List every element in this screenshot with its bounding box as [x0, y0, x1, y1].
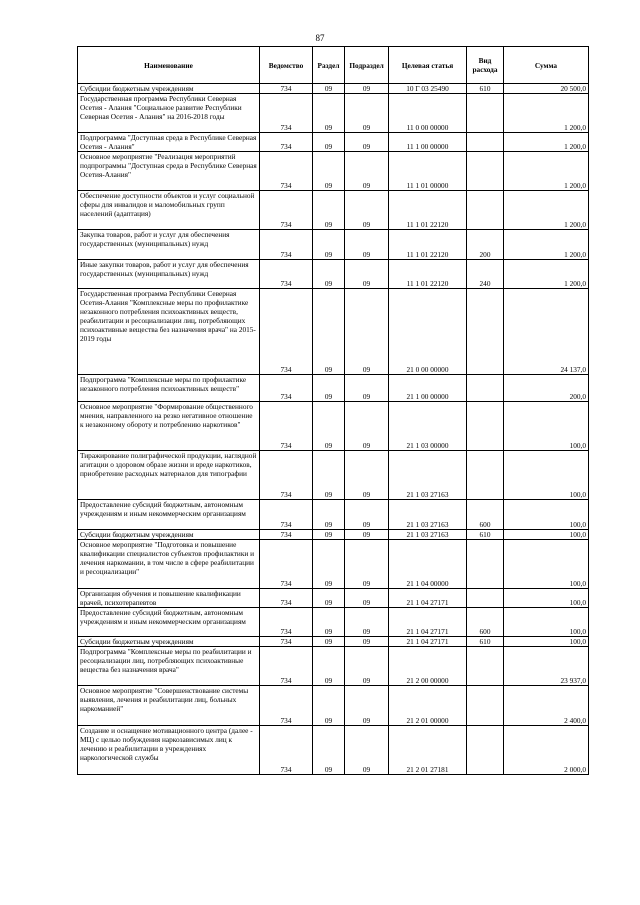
row-sum: 23 937,0 — [504, 647, 589, 686]
table-row — [78, 500, 589, 530]
row-exptype: 200 — [467, 230, 504, 260]
row-name: Государственная программа Республики Северная Осетия-Алания "Комплексные меры по профилактике незаконного потребления психоактивных веществ, реабилитации и ресоциализации лиц, потребляющих психоактивные вещества без назначения врача" на 2015-2019 годы — [78, 289, 260, 375]
row-dept: 734 — [260, 726, 313, 775]
row-sum: 1 200,0 — [504, 191, 589, 230]
row-sum: 100,0 — [504, 451, 589, 500]
header-sum: Сумма — [504, 47, 589, 84]
row-target: 11 1 01 22120 — [389, 260, 467, 289]
row-target: 21 1 03 27163 — [389, 500, 467, 530]
table-row — [78, 152, 589, 191]
row-target: 21 1 03 27163 — [389, 530, 467, 540]
row-section: 09 — [313, 152, 345, 191]
table-row — [78, 637, 589, 647]
row-subsection: 09 — [345, 191, 389, 230]
row-name: Тиражирование полиграфической продукции, наглядной агитации о здоровом образе жизни и вреде наркотиков, приобретение расходных материалов для типографии — [78, 451, 260, 500]
row-name: Предоставление субсидий бюджетным, автономным учреждениям и иным некоммерческим организациям — [78, 500, 260, 530]
row-dept: 734 — [260, 230, 313, 260]
row-sum: 100,0 — [504, 530, 589, 540]
row-name: Подпрограмма "Доступная среда в Республике Северная Осетия - Алания" — [78, 133, 260, 152]
row-name: Предоставление субсидий бюджетным, автономным учреждениям и иным некоммерческим организациям — [78, 608, 260, 637]
row-dept: 734 — [260, 540, 313, 589]
row-name: Закупка товаров, работ и услуг для обеспечения государственных (муниципальных) нужд — [78, 230, 260, 260]
row-name: Организация обучения и повышение квалификации врачей, психотерапевтов — [78, 589, 260, 608]
row-sum: 100,0 — [504, 500, 589, 530]
row-target: 21 1 04 27171 — [389, 589, 467, 608]
row-exptype — [467, 152, 504, 191]
row-dept: 734 — [260, 133, 313, 152]
table-row — [78, 726, 589, 775]
row-dept: 734 — [260, 84, 313, 94]
row-section: 09 — [313, 686, 345, 726]
row-subsection: 09 — [345, 500, 389, 530]
row-exptype: 240 — [467, 260, 504, 289]
row-target: 21 2 00 00000 — [389, 647, 467, 686]
row-target: 21 2 01 00000 — [389, 686, 467, 726]
row-dept: 734 — [260, 375, 313, 402]
row-section: 09 — [313, 540, 345, 589]
row-subsection: 09 — [345, 230, 389, 260]
row-sum: 1 200,0 — [504, 94, 589, 133]
row-exptype — [467, 451, 504, 500]
row-section: 09 — [313, 230, 345, 260]
row-section: 09 — [313, 608, 345, 637]
row-section: 09 — [313, 647, 345, 686]
row-subsection: 09 — [345, 686, 389, 726]
page-number: 87 — [315, 33, 325, 43]
row-name: Субсидии бюджетным учреждениям — [78, 530, 260, 540]
row-target: 21 0 00 00000 — [389, 289, 467, 375]
row-exptype: 610 — [467, 530, 504, 540]
table-row — [78, 451, 589, 500]
row-exptype: 600 — [467, 500, 504, 530]
header-section: Раздел — [313, 47, 345, 84]
row-section: 09 — [313, 375, 345, 402]
row-sum: 1 200,0 — [504, 152, 589, 191]
row-exptype — [467, 289, 504, 375]
row-sum: 100,0 — [504, 402, 589, 451]
row-subsection: 09 — [345, 451, 389, 500]
row-name: Субсидии бюджетным учреждениям — [78, 637, 260, 647]
row-dept: 734 — [260, 500, 313, 530]
table-row — [78, 686, 589, 726]
row-sum: 100,0 — [504, 589, 589, 608]
row-sum: 20 500,0 — [504, 84, 589, 94]
row-target: 21 1 03 27163 — [389, 451, 467, 500]
row-target: 21 1 00 00000 — [389, 375, 467, 402]
row-sum: 100,0 — [504, 637, 589, 647]
row-exptype — [467, 540, 504, 589]
row-exptype — [467, 686, 504, 726]
row-exptype — [467, 402, 504, 451]
row-dept: 734 — [260, 94, 313, 133]
row-dept: 734 — [260, 647, 313, 686]
row-section: 09 — [313, 451, 345, 500]
row-subsection: 09 — [345, 637, 389, 647]
table-row — [78, 589, 589, 608]
row-exptype — [467, 133, 504, 152]
row-section: 09 — [313, 589, 345, 608]
row-target: 21 1 04 27171 — [389, 637, 467, 647]
table-row — [78, 191, 589, 230]
row-dept: 734 — [260, 260, 313, 289]
row-section: 09 — [313, 530, 345, 540]
row-sum: 200,0 — [504, 375, 589, 402]
row-section: 09 — [313, 726, 345, 775]
row-subsection: 09 — [345, 530, 389, 540]
row-target: 10 Г 03 25490 — [389, 84, 467, 94]
row-sum: 1 200,0 — [504, 260, 589, 289]
table-row — [78, 608, 589, 637]
row-target: 21 1 04 00000 — [389, 540, 467, 589]
row-section: 09 — [313, 289, 345, 375]
row-subsection: 09 — [345, 152, 389, 191]
row-target: 11 1 01 22120 — [389, 191, 467, 230]
table-row — [78, 647, 589, 686]
row-exptype — [467, 589, 504, 608]
table-row — [78, 94, 589, 133]
table-row — [78, 530, 589, 540]
row-section: 09 — [313, 402, 345, 451]
row-section: 09 — [313, 500, 345, 530]
row-dept: 734 — [260, 191, 313, 230]
header-target: Целевая статья — [389, 47, 467, 84]
row-target: 11 1 01 22120 — [389, 230, 467, 260]
row-subsection: 09 — [345, 84, 389, 94]
row-subsection: 09 — [345, 94, 389, 133]
row-name: Государственная программа Республики Северная Осетия - Алания "Социальное развитие Республики Северная Осетия - Алания" на 2016-2018 годы — [78, 94, 260, 133]
row-subsection: 09 — [345, 726, 389, 775]
row-target: 11 1 00 00000 — [389, 133, 467, 152]
row-exptype: 610 — [467, 84, 504, 94]
row-dept: 734 — [260, 608, 313, 637]
row-exptype — [467, 726, 504, 775]
row-dept: 734 — [260, 152, 313, 191]
row-dept: 734 — [260, 451, 313, 500]
table-row — [78, 402, 589, 451]
row-name: Подпрограмма "Комплексные меры по реабилитации и ресоциализации лиц, потребляющих психоактивные вещества без назначения врача" — [78, 647, 260, 686]
row-sum: 2 400,0 — [504, 686, 589, 726]
row-section: 09 — [313, 637, 345, 647]
row-subsection: 09 — [345, 289, 389, 375]
header-name: Наименование — [78, 47, 260, 84]
row-exptype — [467, 94, 504, 133]
row-dept: 734 — [260, 530, 313, 540]
row-exptype: 610 — [467, 637, 504, 647]
row-sum: 1 200,0 — [504, 230, 589, 260]
row-target: 11 1 01 00000 — [389, 152, 467, 191]
row-exptype: 600 — [467, 608, 504, 637]
row-target: 21 1 03 00000 — [389, 402, 467, 451]
row-name: Основное мероприятие "Реализация мероприятий подпрограммы "Доступная среда в Республике Северная Осетия-Алания" — [78, 152, 260, 191]
header-subsection: Подраздел — [345, 47, 389, 84]
row-subsection: 09 — [345, 647, 389, 686]
row-subsection: 09 — [345, 589, 389, 608]
header-dept: Ведомство — [260, 47, 313, 84]
budget-table — [77, 46, 589, 775]
row-name: Создание и оснащение мотивационного центра (далее - МЦ) с целью побуждения наркозависимых лиц к лечению и реабилитации в учреждениях наркологической службы — [78, 726, 260, 775]
table-header-row — [78, 47, 589, 84]
row-subsection: 09 — [345, 540, 389, 589]
table-row — [78, 289, 589, 375]
row-sum: 2 000,0 — [504, 726, 589, 775]
row-subsection: 09 — [345, 375, 389, 402]
row-sum: 100,0 — [504, 540, 589, 589]
header-exptype: Вид расхода — [467, 47, 504, 84]
row-dept: 734 — [260, 686, 313, 726]
table-row — [78, 84, 589, 94]
row-sum: 100,0 — [504, 608, 589, 637]
row-section: 09 — [313, 84, 345, 94]
row-name: Обеспечение доступности объектов и услуг социальной сферы для инвалидов и маломобильных групп населений (адаптация) — [78, 191, 260, 230]
row-dept: 734 — [260, 589, 313, 608]
row-dept: 734 — [260, 402, 313, 451]
row-name: Субсидии бюджетным учреждениям — [78, 84, 260, 94]
row-section: 09 — [313, 94, 345, 133]
row-dept: 734 — [260, 289, 313, 375]
row-sum: 24 137,0 — [504, 289, 589, 375]
table-row — [78, 375, 589, 402]
row-name: Основное мероприятие "Формирование общественного мнения, направленного на резко негативное отношение к незаконному обороту и потреблению наркотиков" — [78, 402, 260, 451]
table-row — [78, 260, 589, 289]
row-name: Основное мероприятие "Совершенствование системы выявления, лечения и реабилитации лиц, больных наркоманией" — [78, 686, 260, 726]
table-row — [78, 540, 589, 589]
row-subsection: 09 — [345, 133, 389, 152]
row-target: 11 0 00 00000 — [389, 94, 467, 133]
row-dept: 734 — [260, 637, 313, 647]
row-subsection: 09 — [345, 402, 389, 451]
row-sum: 1 200,0 — [504, 133, 589, 152]
row-section: 09 — [313, 133, 345, 152]
row-exptype — [467, 647, 504, 686]
row-name: Подпрограмма "Комплексные меры по профилактике незаконного потребления психоактивных веществ" — [78, 375, 260, 402]
row-subsection: 09 — [345, 260, 389, 289]
row-name: Основное мероприятие "Подготовка и повышение квалификации специалистов субъектов профилактики и лечения наркомании, в том числе в сфере реабилитации и ресоциализации" — [78, 540, 260, 589]
row-target: 21 2 01 27181 — [389, 726, 467, 775]
row-section: 09 — [313, 191, 345, 230]
table-row — [78, 133, 589, 152]
row-exptype — [467, 191, 504, 230]
row-name: Иные закупки товаров, работ и услуг для обеспечения государственных (муниципальных) нужд — [78, 260, 260, 289]
row-exptype — [467, 375, 504, 402]
table-row — [78, 230, 589, 260]
row-subsection: 09 — [345, 608, 389, 637]
row-target: 21 1 04 27171 — [389, 608, 467, 637]
row-section: 09 — [313, 260, 345, 289]
